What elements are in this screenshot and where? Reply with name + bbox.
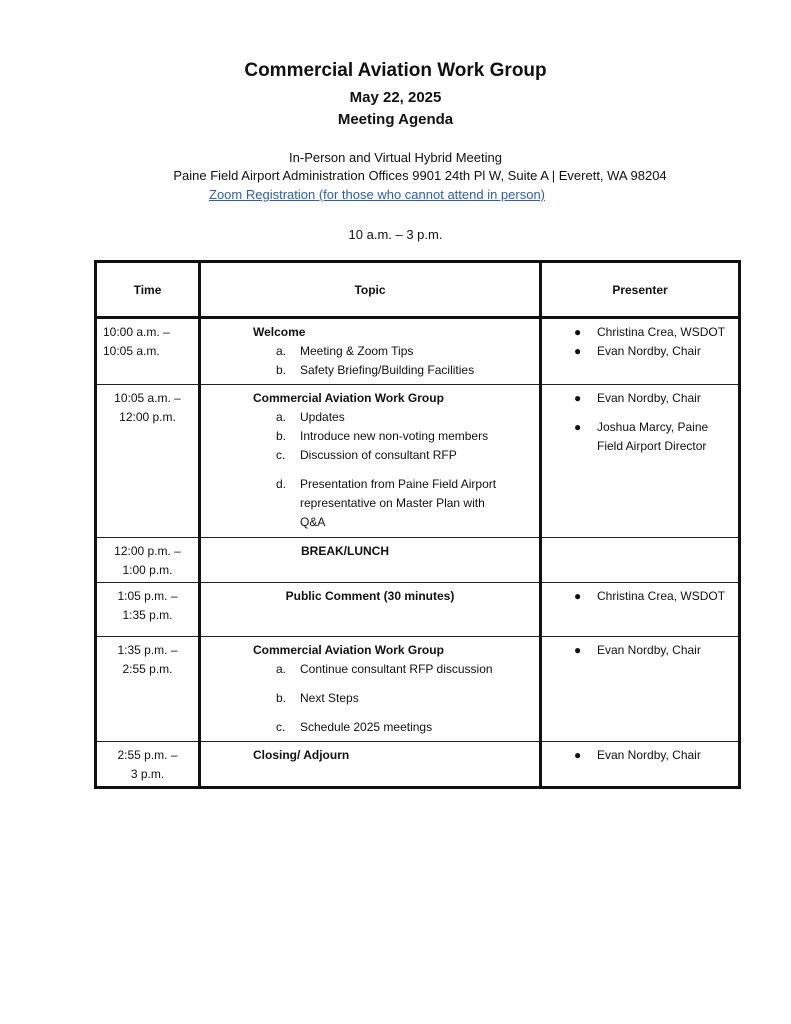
time-cell xyxy=(96,538,200,583)
bullet-icon: ● xyxy=(574,420,582,434)
topic-item: c. Discussion of consultant RFP xyxy=(276,448,457,462)
time-cell xyxy=(96,318,200,385)
time-start: 12:00 p.m. – xyxy=(114,544,181,558)
topic-item: a. Meeting & Zoom Tips xyxy=(276,344,414,358)
time-cell xyxy=(96,742,200,788)
meeting-type: In-Person and Virtual Hybrid Meeting xyxy=(289,150,502,165)
presenter-cell xyxy=(541,637,740,742)
topic-heading: Commercial Aviation Work Group xyxy=(253,391,444,405)
topic-heading: Public Comment (30 minutes) xyxy=(285,589,455,603)
topic-item: b. Safety Briefing/Building Facilities xyxy=(276,363,475,377)
topic-cell xyxy=(200,318,541,385)
topic-cell xyxy=(200,637,541,742)
presenter-cell xyxy=(541,385,740,538)
time-start: 2:55 p.m. – xyxy=(117,748,178,762)
topic-cell xyxy=(200,385,541,538)
topic-item: c. Schedule 2025 meetings xyxy=(276,720,433,734)
topic-heading: Closing/ Adjourn xyxy=(253,748,350,762)
presenter-cell xyxy=(541,583,740,637)
time-cell xyxy=(96,385,200,538)
presenter-cell xyxy=(541,318,740,385)
time-end: 10:05 a.m. xyxy=(103,344,160,358)
time-end: 2:55 p.m. xyxy=(122,662,173,676)
time-start: 1:35 p.m. – xyxy=(117,643,178,657)
topic-cell xyxy=(200,583,541,637)
time-cell xyxy=(96,637,200,742)
time-cell xyxy=(96,583,200,637)
bullet-icon: ● xyxy=(574,325,582,339)
topic-heading: BREAK/LUNCH xyxy=(301,544,389,558)
zoom-registration-link[interactable]: Zoom Registration (for those who cannot attend in person) xyxy=(209,187,546,202)
header-topic: Topic xyxy=(200,262,541,318)
bullet-icon: ● xyxy=(574,391,582,405)
presenter-item: ● Evan Nordby, Chair xyxy=(542,641,738,660)
topic-item: d. Presentation from Paine Field Airport representative on Master Plan with Q&A xyxy=(276,477,497,529)
topic-cell xyxy=(200,742,541,788)
time-end: 3 p.m. xyxy=(130,767,165,781)
topic-item: b. Introduce new non-voting members xyxy=(276,429,489,443)
time-start: 1:05 p.m. – xyxy=(117,589,178,603)
table-row xyxy=(96,742,740,788)
presenter-item: ● Evan Nordby, Chair xyxy=(542,342,738,361)
table-row xyxy=(96,637,740,742)
meeting-date: May 22, 2025 xyxy=(349,89,442,106)
presenter-cell xyxy=(541,538,740,583)
agenda-table xyxy=(94,260,741,789)
presenter-item: ● Evan Nordby, Chair xyxy=(542,389,738,408)
header-presenter: Presenter xyxy=(541,262,740,318)
bullet-icon: ● xyxy=(574,748,582,762)
table-row xyxy=(96,538,740,583)
presenter-item: ● Christina Crea, WSDOT xyxy=(542,587,738,606)
topic-cell xyxy=(200,538,541,583)
time-end: 12:00 p.m. xyxy=(119,410,176,424)
table-row xyxy=(96,318,740,385)
presenter-item: ● Christina Crea, WSDOT xyxy=(542,323,738,342)
bullet-icon: ● xyxy=(574,589,582,603)
topic-heading: Welcome xyxy=(253,325,306,339)
time-end: 1:35 p.m. xyxy=(122,608,173,622)
table-row xyxy=(96,385,740,538)
topic-item: a. Updates xyxy=(276,410,345,424)
presenter-item: ● Joshua Marcy, Paine Field Airport Director xyxy=(574,420,709,453)
time-start: 10:05 a.m. – xyxy=(114,391,181,405)
presenter-cell xyxy=(541,742,740,788)
bullet-icon: ● xyxy=(574,344,582,358)
header-time: Time xyxy=(96,262,200,318)
topic-heading: Commercial Aviation Work Group xyxy=(253,643,444,657)
topic-item: a. Continue consultant RFP discussion xyxy=(276,662,493,676)
topic-item: b. Next Steps xyxy=(276,691,359,705)
meeting-hours: 10 a.m. – 3 p.m. xyxy=(348,227,443,242)
bullet-icon: ● xyxy=(574,643,582,657)
meeting-address: Paine Field Airport Administration Offices 9901 24th Pl W, Suite A | Everett, WA 98204 xyxy=(173,168,667,183)
document-title: Commercial Aviation Work Group xyxy=(244,60,547,81)
document-subtitle: Meeting Agenda xyxy=(337,111,454,128)
time-start: 10:00 a.m. – xyxy=(103,325,170,339)
table-row xyxy=(96,583,740,637)
time-end: 1:00 p.m. xyxy=(122,563,173,577)
table-header-row xyxy=(96,262,740,318)
presenter-item: ● Evan Nordby, Chair xyxy=(542,746,738,765)
